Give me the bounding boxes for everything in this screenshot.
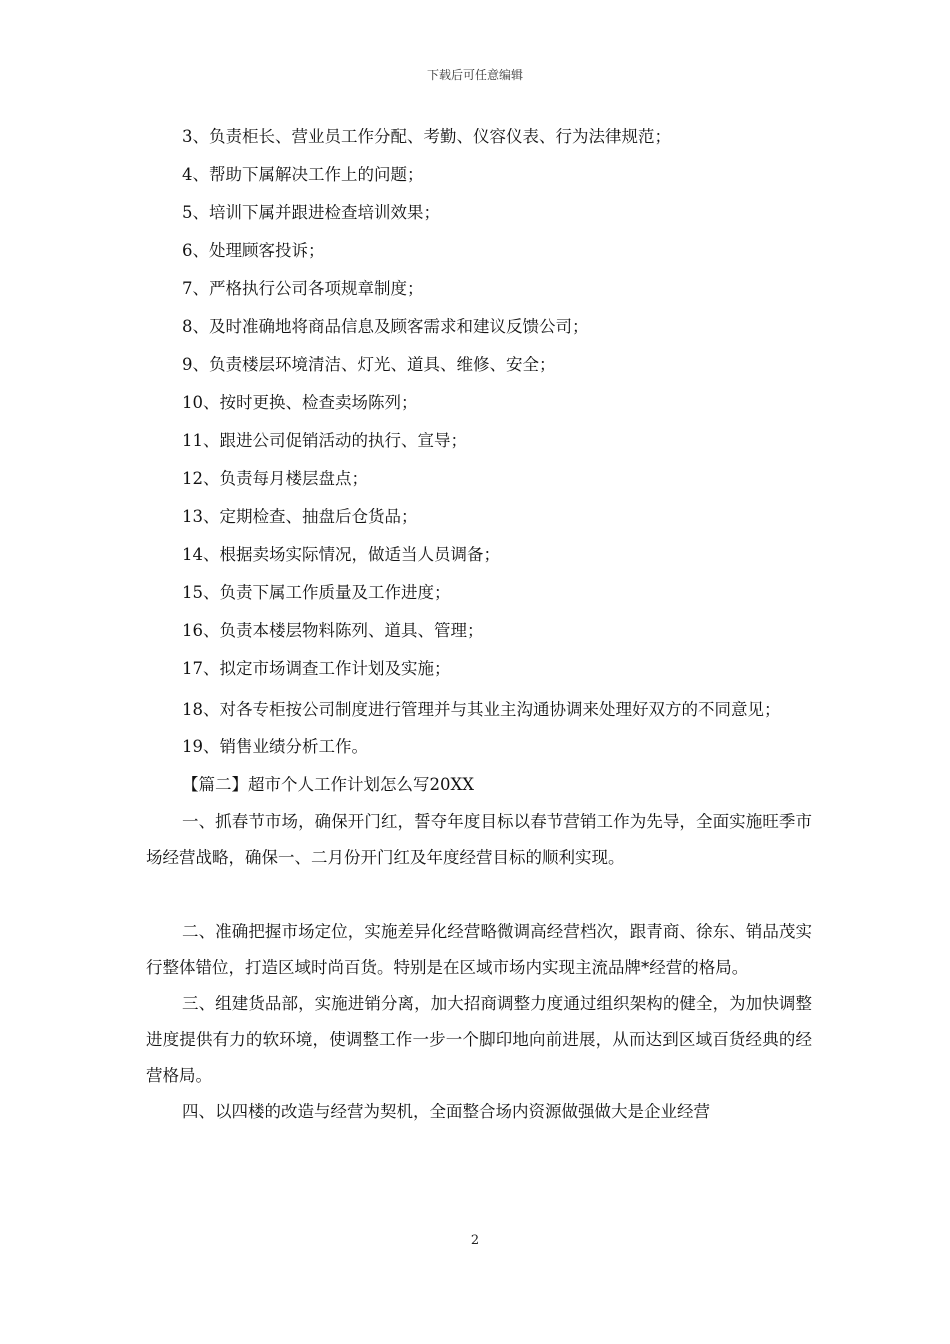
document-body (146, 118, 812, 1130)
blank-line (146, 876, 812, 914)
list-item: 10、按时更换、检查卖场陈列； (182, 393, 418, 412)
list-item: 14、根据卖场实际情况，做适当人员调备； (182, 545, 500, 564)
list-item: 16、负责本楼层物料陈列、道具、管理； (182, 621, 484, 640)
list-item: 5、培训下属并跟进检查培训效果； (182, 203, 440, 222)
paragraph-4: 四、以四楼的改造与经营为契机，全面整合场内资源做强做大是企业经营 (182, 1102, 710, 1121)
list-item: 7、严格执行公司各项规章制度； (182, 279, 424, 298)
list-item: 15、负责下属工作质量及工作进度； (182, 583, 451, 602)
list-item: 12、负责每月楼层盘点； (182, 469, 368, 488)
section-title: 【篇二】超市个人工作计划怎么写20XX (182, 775, 474, 794)
list-item-19: 19、销售业绩分析工作。 (182, 737, 368, 756)
page-header-note: 下载后可任意编辑 (426, 68, 523, 82)
list-item: 6、处理顾客投诉； (182, 241, 325, 260)
list-item: 17、拟定市场调查工作计划及实施； (182, 659, 451, 678)
list-item-18: 18、对各专柜按公司制度进行管理并与其业主沟通协调来处理好双方的不同意见； (182, 700, 781, 719)
paragraph-3: 三、组建货品部，实施进销分离，加大招商调整力度通过组织架构的健全，为加快调整进度提供有力的软环境，使调整工作一步一个脚印地向前进展，从而达到区域百货经典的经营格局。 (146, 994, 812, 1085)
paragraph-2: 二、准确把握市场定位，实施差异化经营略微调高经营档次，跟青商、徐东、销品茂实行整体错位，打造区域时尚百货。特别是在区域市场内实现主流品牌*经营的格局。 (146, 922, 812, 977)
list-item: 8、及时准确地将商品信息及顾客需求和建议反馈公司； (182, 317, 589, 336)
list-item: 4、帮助下属解决工作上的问题； (182, 165, 424, 184)
list-item: 13、定期检查、抽盘后仓货品； (182, 507, 418, 526)
list-item: 11、跟进公司促销活动的执行、宣导； (182, 431, 467, 450)
page-number: 2 (470, 1233, 480, 1248)
list-item: 3、负责柜长、营业员工作分配、考勤、仪容仪表、行为法律规范； (182, 127, 671, 146)
list-item: 9、负责楼层环境清洁、灯光、道具、维修、安全； (182, 355, 556, 374)
paragraph-1: 一、抓春节市场，确保开门红，誓夺年度目标以春节营销工作为先导，全面实施旺季市场经营战略，确保一、二月份开门红及年度经营目标的顺利实现。 (146, 812, 812, 867)
